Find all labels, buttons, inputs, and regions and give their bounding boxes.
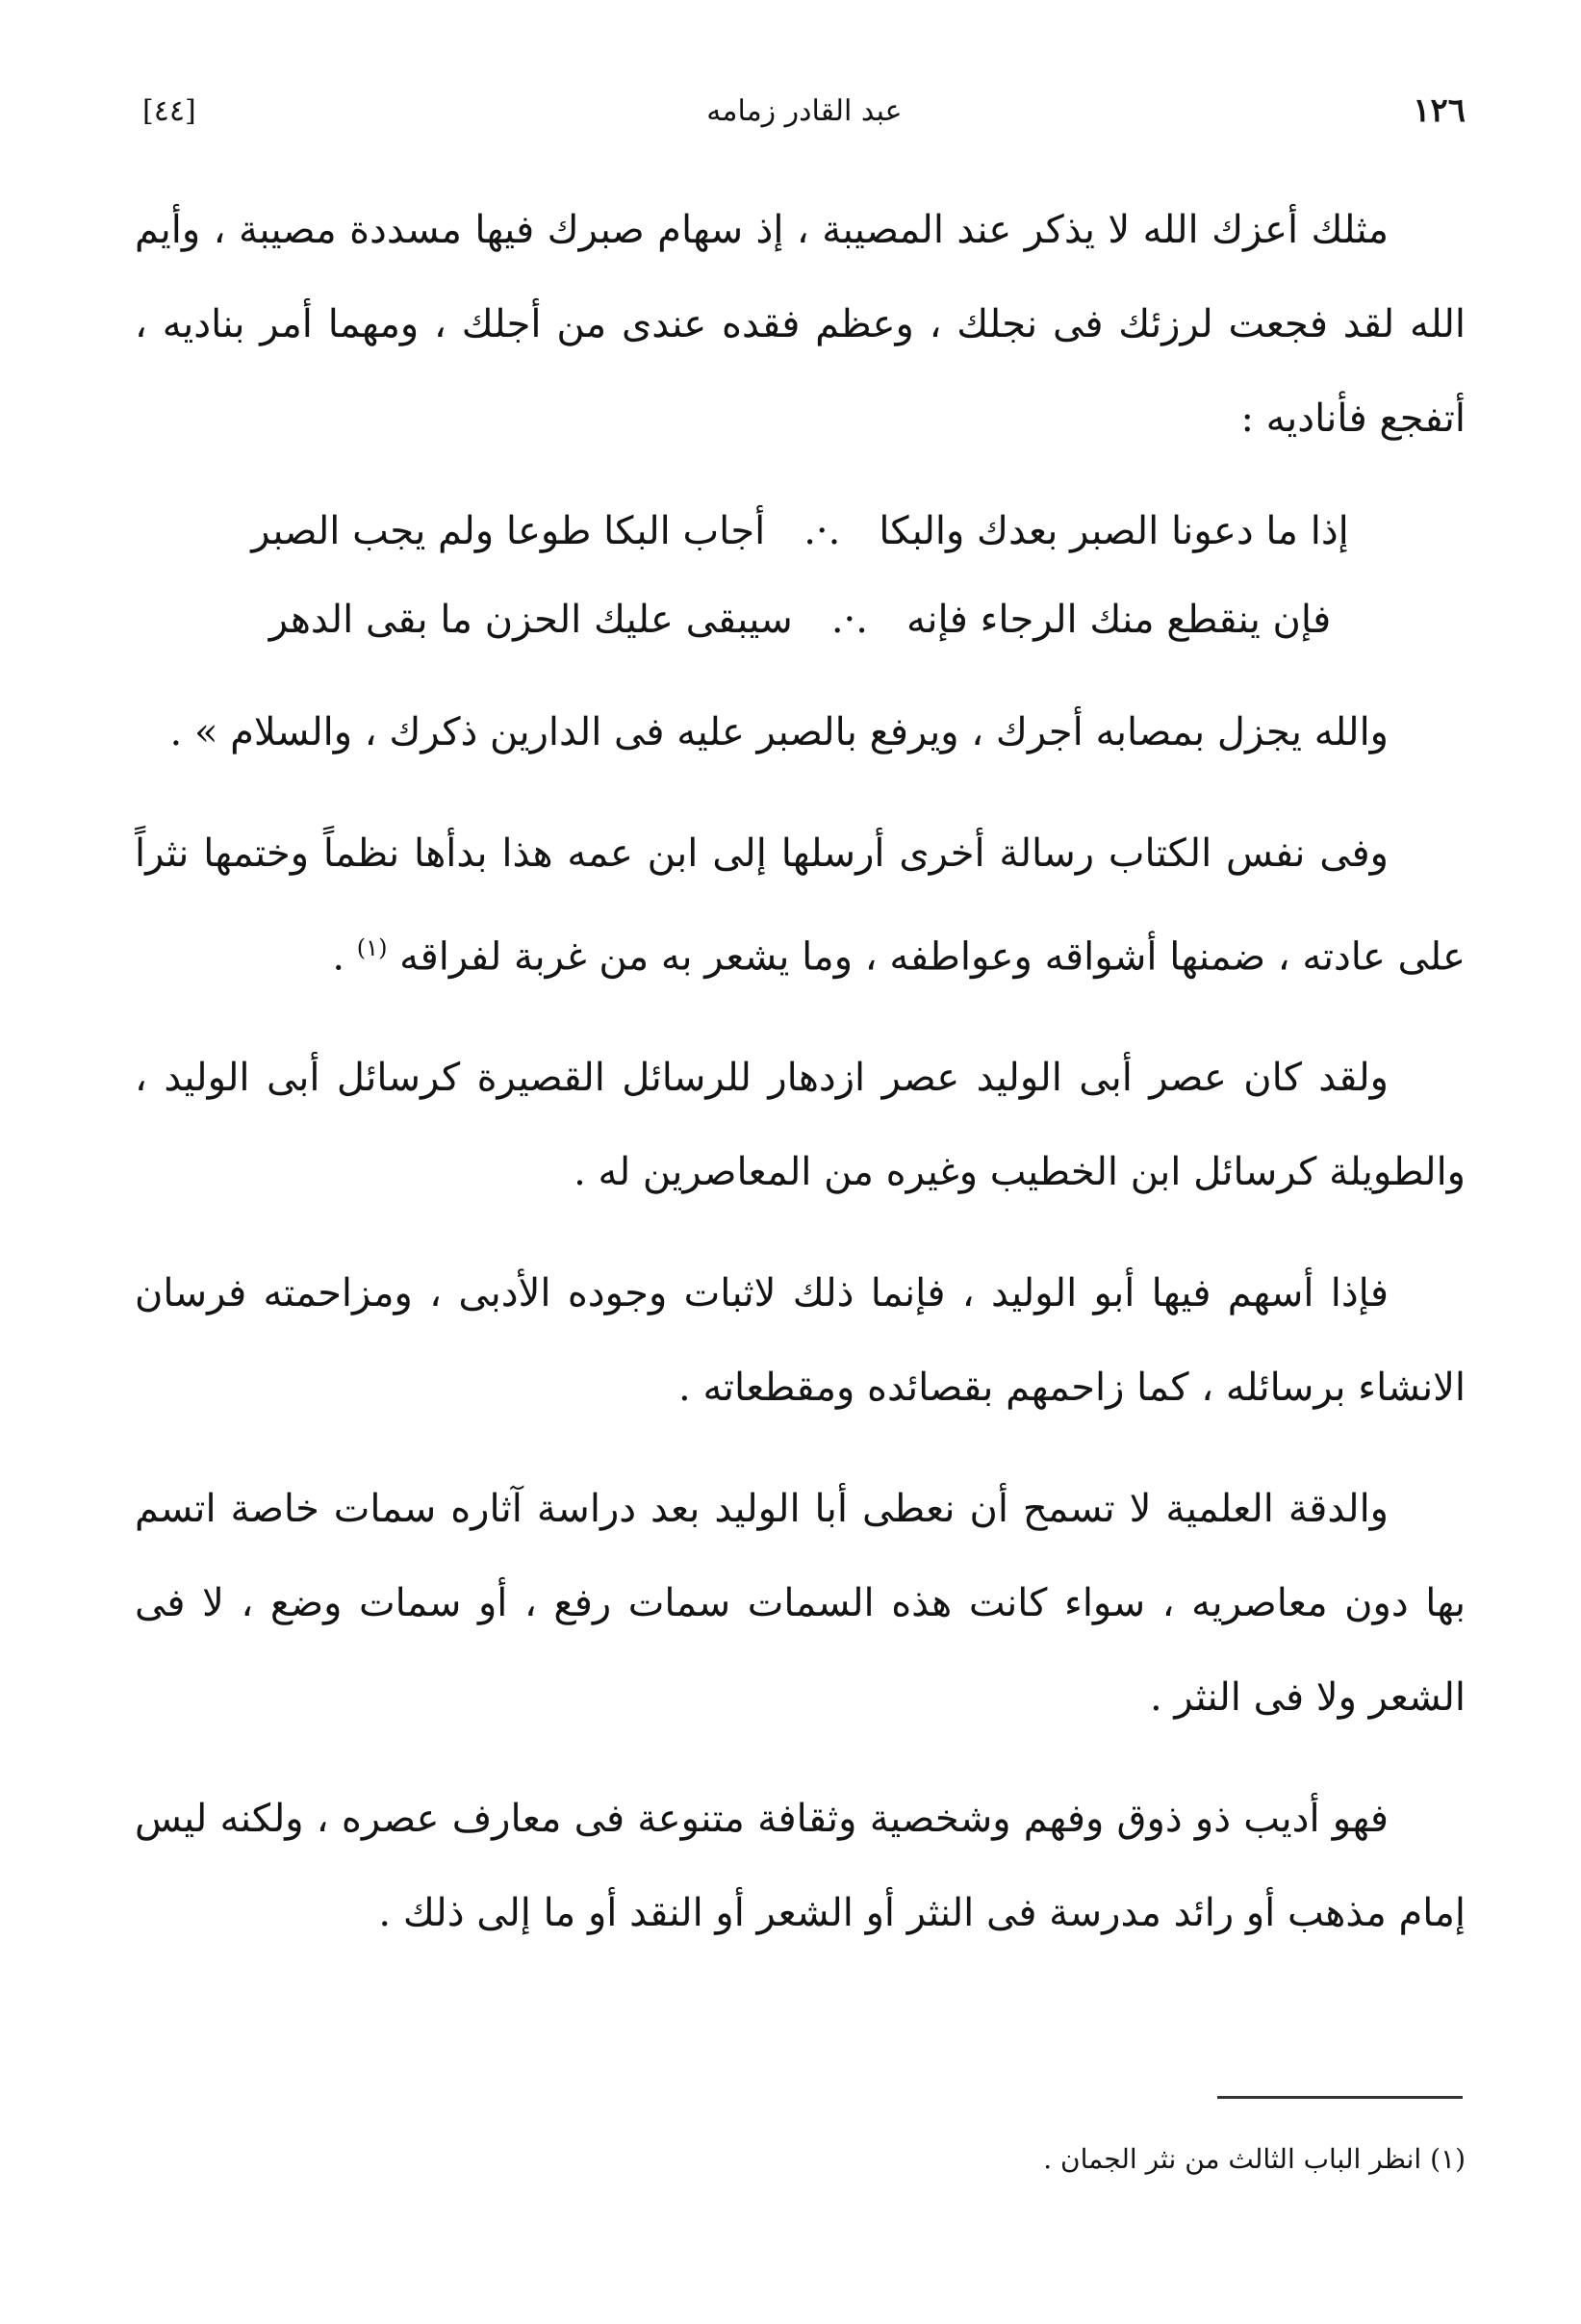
paragraph-7: فهو أديب ذو ذوق وفهم وشخصية وثقافة متنوعة فى معارف عصره ، ولكنه ليس إمام مذهب أو رائد مدرسة فى النثر أو الشعر أو النقد أو ما إلى ذلك . <box>135 1797 1466 1936</box>
page-body <box>135 183 1466 1960</box>
verse-1-second-hemistich: أجاب البكا طوعا ولم يجب الصبر <box>251 509 766 553</box>
verse-2-first-hemistich: فإن ينقطع منك الرجاء فإنه <box>905 598 1332 642</box>
paragraph-3-end: . <box>332 934 357 980</box>
verse-separator: .·. <box>830 598 868 642</box>
page-header <box>142 77 1466 144</box>
paragraph-3-text: وفى نفس الكتاب رسالة أخرى أرسلها إلى ابن عمه هذا بدأها نظماً وختمها نثراً على عادته ، ضمنها أشواقه وعواطفه ، وما يشعر به من غربة لفراقه <box>135 831 1466 980</box>
poem-block <box>135 487 1466 664</box>
footnote <box>674 2136 1466 2183</box>
footnote-text: انظر الباب الثالث من نثر الجمان . <box>1043 2143 1422 2175</box>
poem-verse-2 <box>135 575 1466 664</box>
page-number: ١٢٦ <box>1413 91 1466 130</box>
poem-verse-1 <box>135 487 1466 575</box>
paragraph-4: ولقد كان عصر أبى الوليد عصر ازدهار للرسائل القصيرة كرسائل أبى الوليد ، والطويلة كرسائل ابن الخطيب وغيره من المعاصرين له . <box>135 1056 1466 1195</box>
verse-2-second-hemistich: سيبقى عليك الحزن ما بقى الدهر <box>268 598 793 642</box>
paragraph-1: مثلك أعزك الله لا يذكر عند المصيبة ، إذ سهام صبرك فيها مسددة مصيبة ، وأيم الله لقد فجعت لرزئك فى نجلك ، وعظم فقده عندى من أجلك ، ومهما أمر بناديه ، أتفجع فأناديه : <box>135 208 1466 441</box>
chapter-bracket-number: [٤٤] <box>142 93 196 128</box>
running-title: عبد القادر زمامه <box>706 93 903 128</box>
verse-separator: .·. <box>803 509 841 553</box>
paragraph-5: فإذا أسهم فيها أبو الوليد ، فإنما ذلك لاثبات وجوده الأدبى ، ومزاحمته فرسان الانشاء برسائله ، كما زاحمهم بقصائده ومقطعاته . <box>135 1271 1466 1411</box>
verse-1-first-hemistich: إذا ما دعونا الصبر بعدك والبكا <box>879 509 1349 553</box>
paragraph-6: والدقة العلمية لا تسمح أن نعطى أبا الوليد بعد دراسة آثاره سمات خاصة اتسم بها دون معاصريه ، سواء كانت هذه السمات سمات رفع ، أو سمات وضع ، لا فى الشعر ولا فى النثر . <box>135 1487 1466 1721</box>
footnote-marker: (١) <box>1430 2143 1466 2175</box>
paragraph-3 <box>135 806 1466 1004</box>
footnote-reference[interactable]: (١) <box>356 934 388 961</box>
paragraph-2: والله يجزل بمصابه أجرك ، ويرفع بالصبر عليه فى الدارين ذكرك ، والسلام » . <box>169 710 1389 754</box>
footnote-divider <box>1217 2096 1463 2099</box>
